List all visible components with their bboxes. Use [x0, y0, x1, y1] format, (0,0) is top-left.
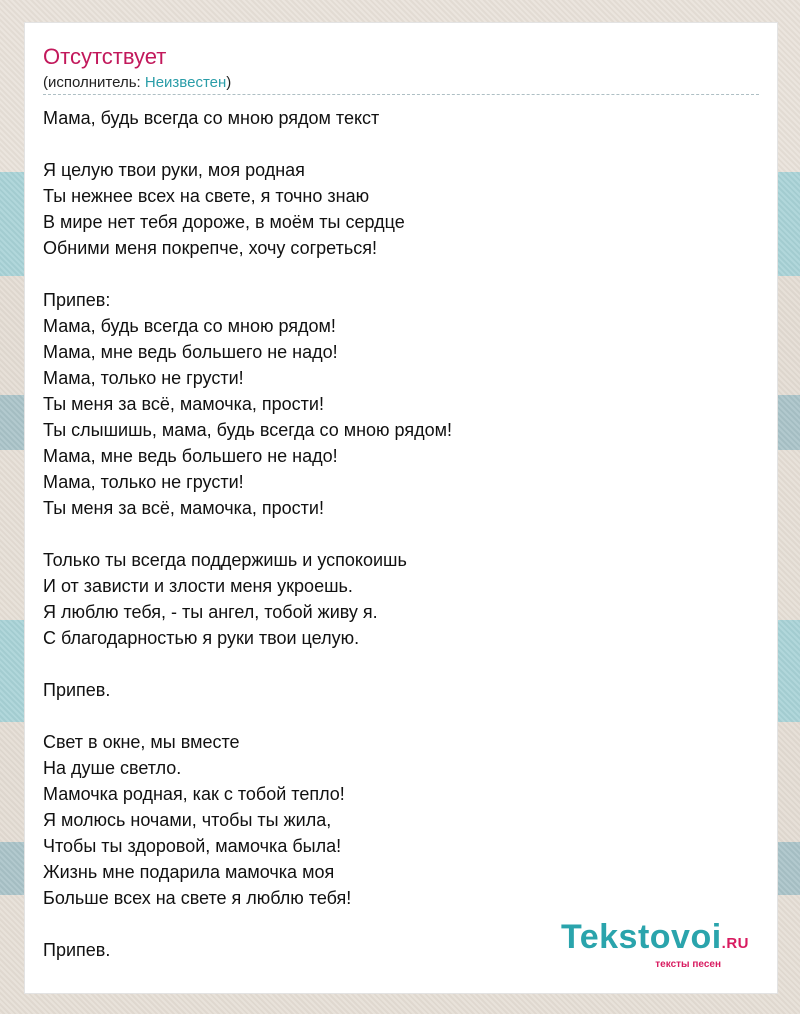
- lyrics-text: [43, 105, 759, 963]
- title-divider: [43, 94, 759, 95]
- lyric-line: Мама, будь всегда со мною рядом текст: [43, 108, 380, 128]
- site-logo[interactable]: [561, 920, 749, 971]
- lyric-blank-line: [43, 521, 759, 547]
- lyric-line: Припев.: [43, 680, 111, 700]
- lyric-line: Ты меня за всё, мамочка, прости!: [43, 498, 324, 518]
- lyric-line: Мама, мне ведь большего не надо!: [43, 342, 338, 362]
- lyric-line: Я молюсь ночами, чтобы ты жила,: [43, 810, 332, 830]
- lyric-line: Свет в окне, мы вместе: [43, 732, 240, 752]
- lyric-line: На душе светло.: [43, 758, 182, 778]
- logo-domain-suffix: .RU: [721, 935, 749, 952]
- artist-line: [43, 73, 231, 93]
- lyric-line: Чтобы ты здоровой, мамочка была!: [43, 836, 342, 856]
- lyric-line: Жизнь мне подарила мамочка моя: [43, 862, 335, 882]
- artist-link[interactable]: Неизвестен: [144, 74, 227, 91]
- lyric-line: Только ты всегда поддержишь и успокоишь: [43, 550, 407, 570]
- lyric-line: Мама, мне ведь большего не надо!: [43, 446, 338, 466]
- lyric-line: Обними меня покрепче, хочу согреться!: [43, 238, 377, 258]
- lyric-line: Мамочка родная, как с тобой тепло!: [43, 784, 345, 804]
- lyric-line: С благодарностью я руки твои целую.: [43, 628, 360, 648]
- lyric-line: Ты слышишь, мама, будь всегда со мною рядом!: [43, 420, 452, 440]
- lyric-line: Мама, только не грусти!: [43, 368, 244, 388]
- song-title: Отсутствует: [43, 44, 167, 69]
- lyric-line: Больше всех на свете я люблю тебя!: [43, 888, 352, 908]
- lyric-line: Я люблю тебя, - ты ангел, тобой живу я.: [43, 602, 378, 622]
- lyric-line: Мама, только не грусти!: [43, 472, 244, 492]
- lyric-line: Я целую твои руки, моя родная: [43, 160, 305, 180]
- lyric-line: В мире нет тебя дороже, в моём ты сердце: [43, 212, 405, 232]
- lyric-line: Припев:: [43, 290, 111, 310]
- lyric-blank-line: [43, 651, 759, 677]
- lyric-blank-line: [43, 703, 759, 729]
- lyric-line: Ты меня за всё, мамочка, прости!: [43, 394, 324, 414]
- lyric-line: Припев.: [43, 940, 111, 960]
- lyric-line: Ты нежнее всех на свете, я точно знаю: [43, 186, 370, 206]
- lyric-line: И от зависти и злости меня укроешь.: [43, 576, 353, 596]
- lyric-blank-line: [43, 131, 759, 157]
- lyrics-card: [24, 22, 778, 994]
- lyric-blank-line: [43, 261, 759, 287]
- artist-suffix: ): [226, 74, 232, 91]
- logo-wordmark: Tekstovoi: [560, 918, 722, 956]
- artist-prefix: (исполнитель:: [43, 74, 145, 91]
- logo-tagline: тексты песен: [655, 959, 721, 970]
- lyric-line: Мама, будь всегда со мною рядом!: [43, 316, 336, 336]
